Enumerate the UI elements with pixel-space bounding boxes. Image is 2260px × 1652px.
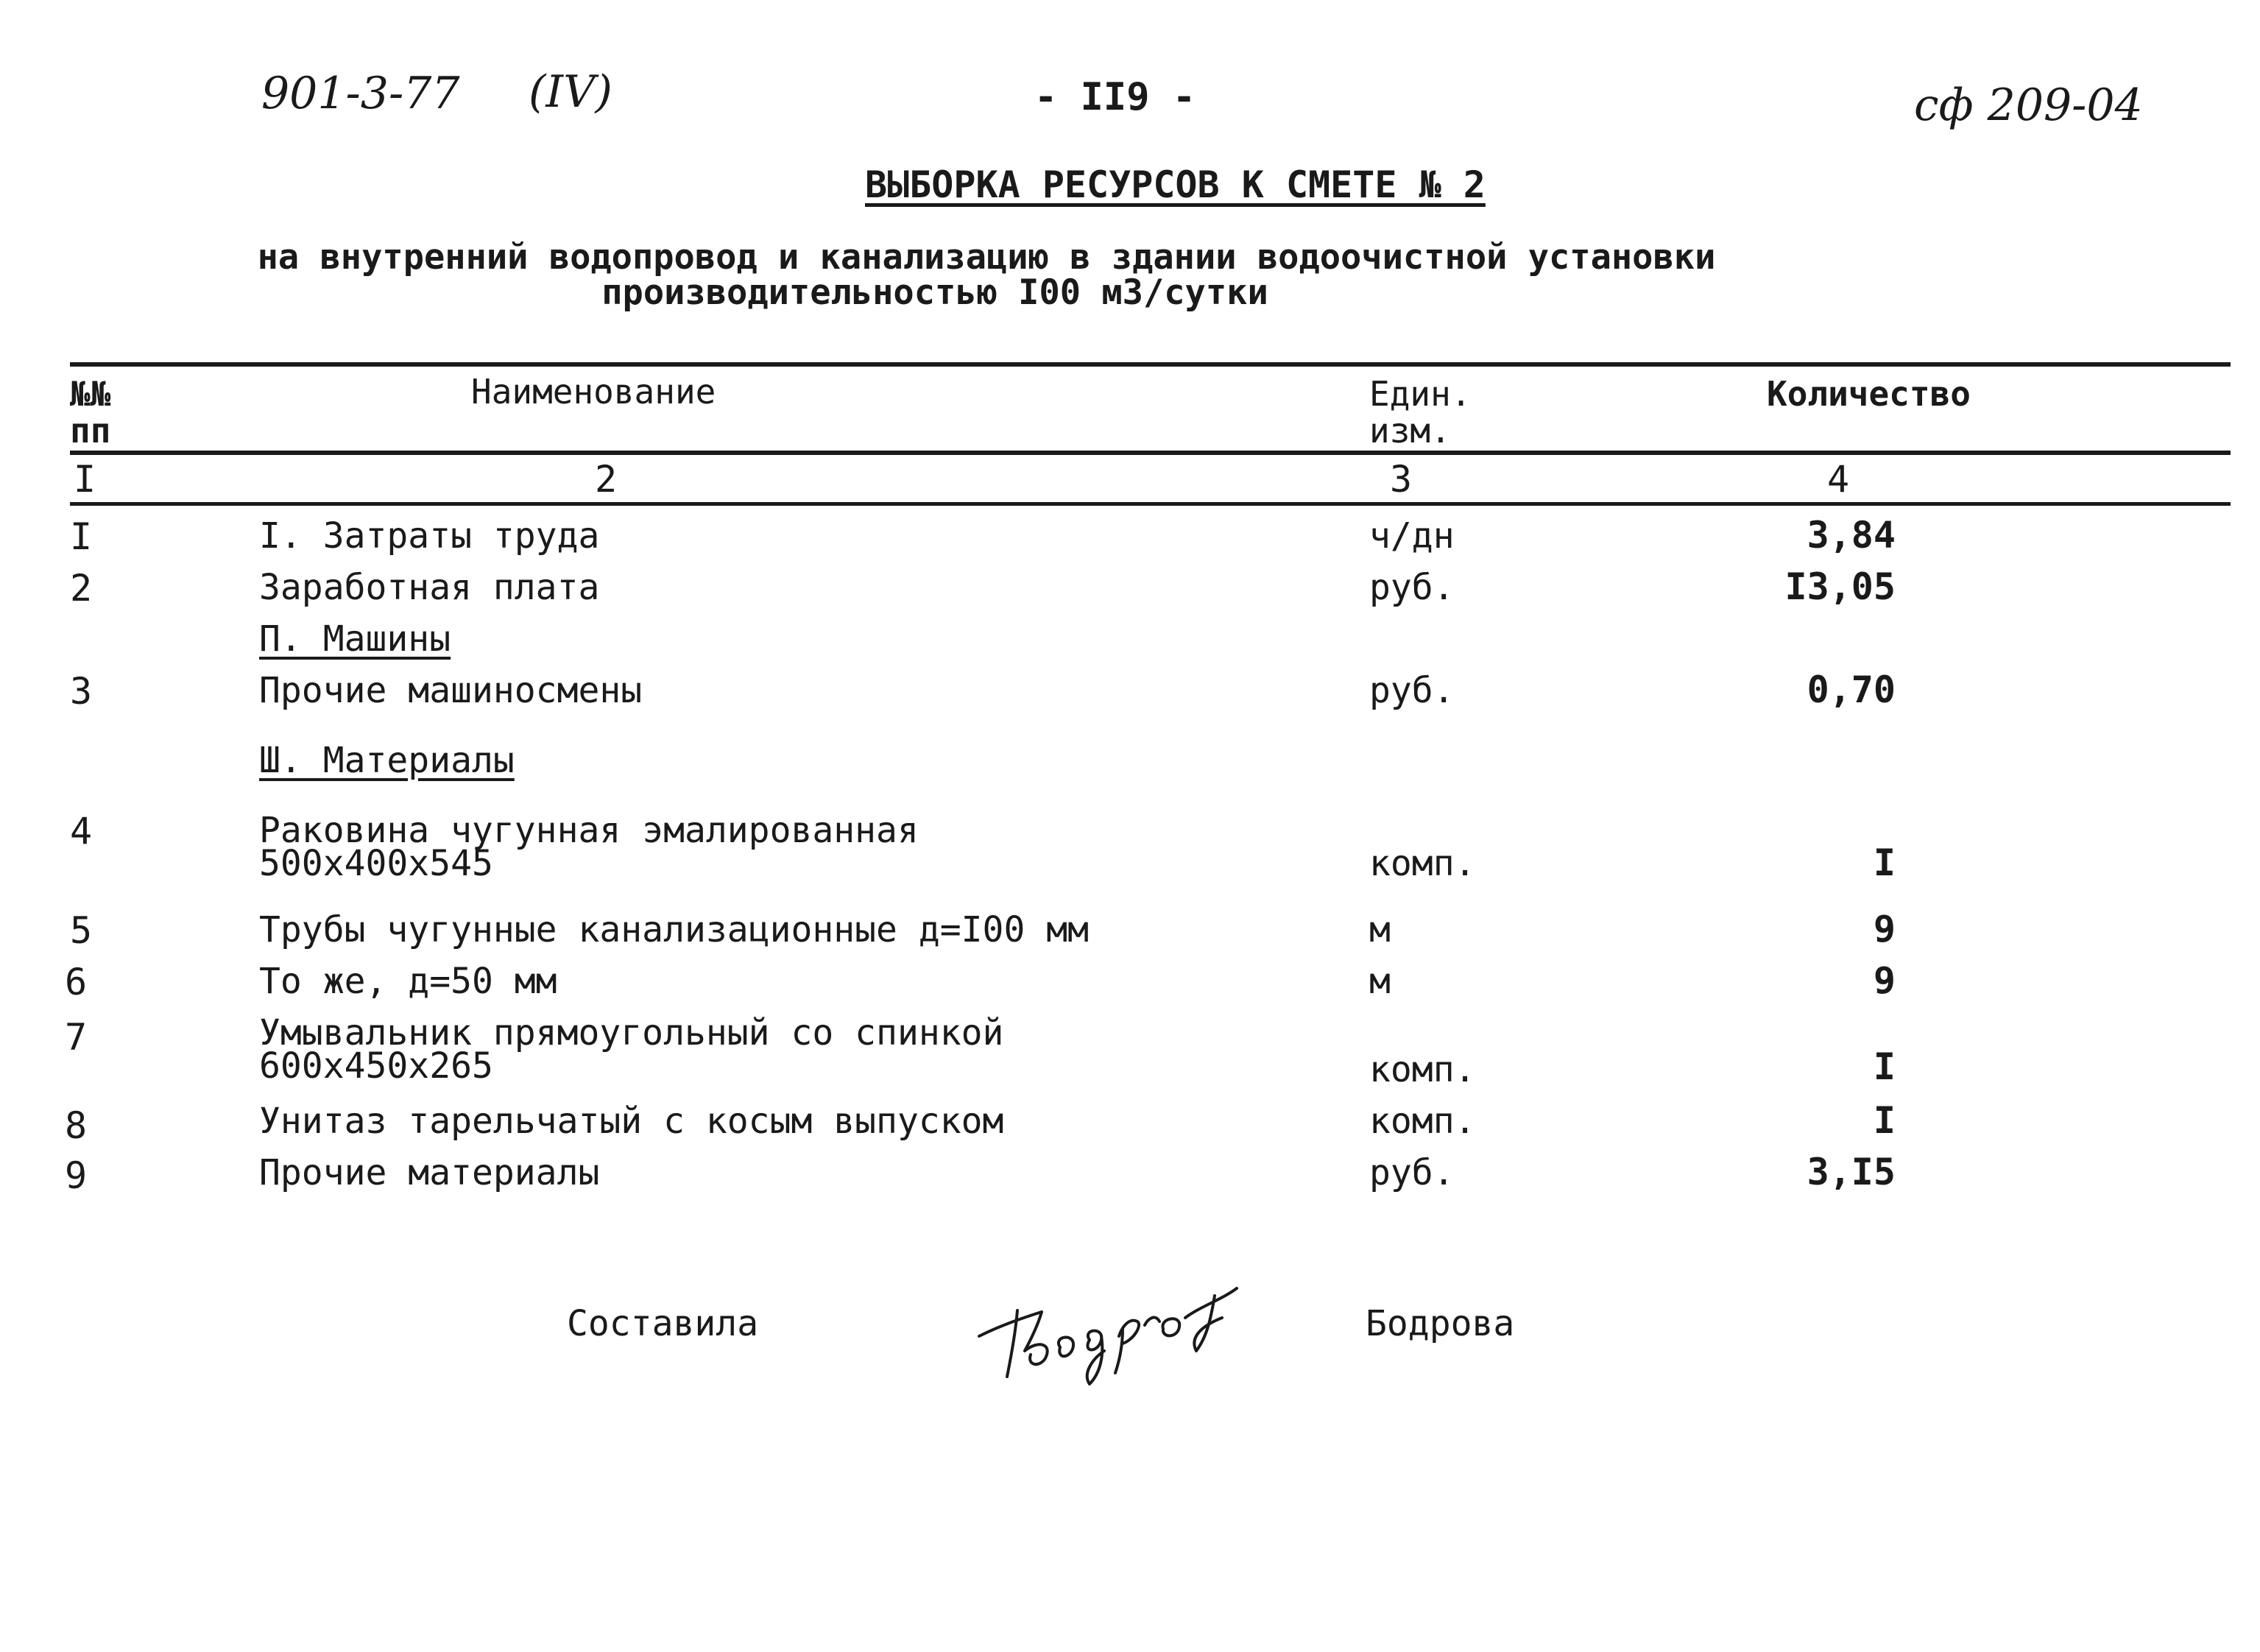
row-number: 3 [70, 670, 93, 713]
row-name-dimensions: 500х400х545 [259, 843, 493, 884]
row-name: Унитаз тарельчатый с косым выпуском [259, 1101, 1004, 1142]
document-subtitle-line1: на внутренний водопровод и канализацию в здании водоочистной установки [257, 237, 1716, 278]
row-unit: м [1369, 961, 1391, 1002]
row-name: Трубы чугунные канализационные д=I00 мм [259, 909, 1090, 950]
row-number: 6 [65, 961, 88, 1003]
row-qty: 9 [1873, 908, 1896, 950]
row-number: 8 [65, 1104, 88, 1147]
row-qty: I [1873, 841, 1896, 884]
section-heading: П. Машины [259, 618, 451, 660]
row-qty: I [1873, 1045, 1896, 1088]
row-number: 4 [70, 810, 93, 853]
row-qty: 3,I5 [1807, 1151, 1896, 1193]
header-num: №№ пп [70, 374, 111, 451]
row-number: 2 [70, 567, 93, 610]
row-name-dimensions: 600х450х265 [259, 1045, 493, 1087]
header-qty: Количество [1767, 374, 1971, 414]
row-name: Раковина чугунная эмалированная [259, 810, 919, 851]
document-subtitle-line2: производительностью I00 м3/сутки [601, 272, 1268, 313]
row-qty: I [1873, 1099, 1896, 1142]
colnum-3: 3 [1390, 458, 1413, 501]
row-name: Прочие машиносмены [259, 670, 643, 711]
row-unit: ч/дн [1369, 515, 1455, 557]
row-number: 9 [65, 1154, 88, 1197]
section-heading: Ш. Материалы [259, 740, 515, 781]
row-unit: комп. [1369, 843, 1476, 884]
volume-number: (IV) [529, 66, 612, 118]
row-unit: руб. [1369, 567, 1455, 608]
sheet-code: сф 209-04 [1914, 80, 2143, 131]
row-qty: I3,05 [1784, 565, 1896, 608]
page-number: - II9 - [1034, 75, 1196, 119]
header-name: Наименование [471, 372, 716, 412]
row-name: Умывальник прямоугольный со спинкой [259, 1012, 1004, 1053]
handwritten-signature-icon [972, 1266, 1251, 1391]
project-code: 901-3-77 [261, 68, 460, 119]
table-top-rule [70, 362, 2231, 367]
row-number: 7 [65, 1016, 88, 1059]
colnum-1: I [74, 458, 96, 501]
row-unit: руб. [1369, 670, 1455, 711]
document-title: ВЫБОРКА РЕСУРСОВ К СМЕТЕ № 2 [865, 163, 1486, 206]
row-unit: комп. [1369, 1049, 1476, 1090]
row-name: Заработная плата [259, 567, 600, 608]
row-number: I [70, 515, 93, 558]
row-name: То же, д=50 мм [259, 961, 557, 1002]
row-qty: 0,70 [1807, 668, 1896, 711]
row-name: I. Затраты труда [259, 515, 600, 557]
table-colnum-rule [70, 502, 2231, 506]
row-unit: м [1369, 909, 1391, 950]
table-header-rule [70, 451, 2231, 455]
row-unit: комп. [1369, 1101, 1476, 1142]
row-qty: 3,84 [1807, 514, 1896, 557]
colnum-4: 4 [1827, 458, 1850, 501]
compiler-name: Бодрова [1366, 1303, 1515, 1344]
compiled-by-label: Составила [567, 1303, 759, 1344]
row-number: 5 [70, 909, 93, 952]
header-unit: Един. изм. [1369, 374, 1472, 451]
row-unit: руб. [1369, 1152, 1455, 1193]
row-name: Прочие материалы [259, 1152, 600, 1193]
colnum-2: 2 [595, 458, 618, 501]
row-qty: 9 [1873, 959, 1896, 1002]
